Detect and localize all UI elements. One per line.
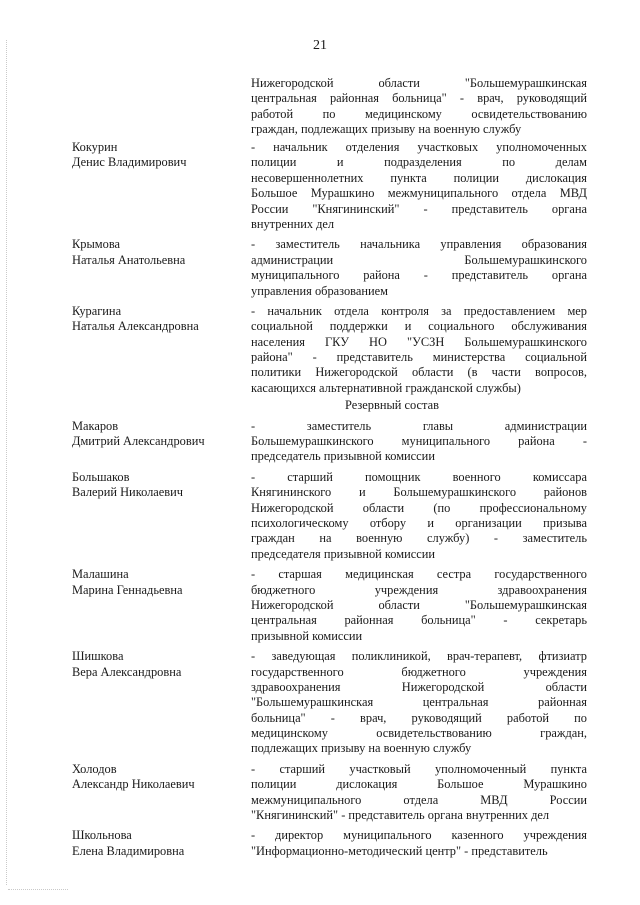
- intro-line: центральная районная больница" - врач, руководящий: [251, 91, 587, 106]
- member-surname: Кокурин: [72, 140, 118, 154]
- member-given-names: Марина Геннадьевна: [72, 582, 183, 597]
- member-entry: [72, 140, 592, 232]
- member-role: [251, 237, 587, 299]
- role-line: - заведующая поликлиникой, врач-терапевт, фтизиатр: [251, 649, 587, 664]
- role-line: медицинскому освидетельствованию граждан,: [251, 726, 587, 741]
- member-name: [72, 762, 251, 824]
- member-entry: [72, 237, 592, 299]
- member-given-names: Наталья Анатольевна: [72, 252, 186, 267]
- role-line: полиции дислокация Большое Мурашкино: [251, 777, 587, 792]
- member-entry: [72, 762, 592, 824]
- member-name: [72, 304, 251, 396]
- role-line: - директор муниципального казенного учреждения: [251, 828, 587, 843]
- intro-line: Нижегородской области "Большемурашкинская: [251, 76, 587, 90]
- intro-line: граждан, подлежащих призыву на военную службу: [251, 122, 522, 137]
- member-name: [72, 237, 251, 299]
- scan-edge-dots: [6, 40, 8, 885]
- member-entry: [72, 567, 592, 644]
- role-line: России "Княгининский" - представитель органа: [251, 201, 587, 216]
- member-role: [251, 140, 587, 232]
- page-number: 21: [313, 38, 327, 53]
- role-line: района" - представитель министерства социальной: [251, 350, 587, 365]
- role-line: - начальник отделения участковых уполномоченных: [251, 140, 587, 154]
- member-given-names: Дмитрий Александрович: [72, 434, 205, 449]
- role-line: - заместитель начальника управления образования: [251, 237, 587, 252]
- member-entry: [72, 419, 592, 465]
- member-name: [72, 828, 251, 859]
- member-given-names: Вера Александровна: [72, 664, 182, 679]
- member-surname: Малашина: [72, 567, 129, 582]
- role-line: "Княгининский" - представитель органа внутренних дел: [251, 808, 550, 823]
- role-line: Нижегородской области (по профессиональному: [251, 500, 587, 515]
- role-line: бюджетного учреждения здравоохранения: [251, 582, 587, 597]
- member-surname: Большаков: [72, 469, 130, 484]
- reserve-section-header: Резервный состав: [345, 398, 439, 413]
- role-line: государственного бюджетного учреждения: [251, 664, 587, 679]
- member-entry: [72, 828, 592, 859]
- commission-members: [72, 140, 592, 864]
- member-surname: Шишкова: [72, 649, 124, 664]
- member-surname: Макаров: [72, 418, 119, 433]
- role-line: - старший участковый уполномоченный пункта: [251, 761, 587, 776]
- role-line: "Большемурашкинская центральная районная: [251, 695, 587, 710]
- intro-continuation: [251, 76, 587, 138]
- role-line: председателя призывной комиссии: [251, 546, 435, 561]
- role-line: касающихся альтернативной гражданской службы): [251, 380, 521, 395]
- member-role: [251, 828, 587, 859]
- member-role: [251, 470, 587, 562]
- role-line: граждан на военную службу) - заместитель: [251, 531, 587, 546]
- member-name: [72, 419, 251, 465]
- role-line: внутренних дел: [251, 216, 335, 231]
- role-line: "Информационно-методический центр" - представитель: [251, 843, 548, 858]
- role-line: психологическому отбору и организации призыва: [251, 516, 587, 530]
- role-line: несовершеннолетних пункта полиции дислокация: [251, 170, 587, 185]
- role-line: Большое Мурашкино межмуниципального отдела МВД: [251, 186, 587, 201]
- role-line: Княгининского и Большемурашкинского районов: [251, 485, 587, 500]
- member-given-names: Денис Владимирович: [72, 155, 187, 170]
- role-line: Нижегородской области "Большемурашкинская: [251, 597, 587, 612]
- member-name: [72, 140, 251, 232]
- role-line: Большемурашкинского муниципального района -: [251, 434, 587, 449]
- role-line: - заместитель главы администрации: [251, 418, 587, 433]
- role-line: - начальник отдела контроля за предоставлением мер: [251, 303, 587, 318]
- role-line: полиции и подразделения по делам: [251, 155, 587, 170]
- member-role: [251, 304, 587, 396]
- member-surname: Холодов: [72, 761, 117, 776]
- member-name: [72, 567, 251, 644]
- member-role: [251, 649, 587, 757]
- member-entry: [72, 470, 592, 562]
- role-line: - старший помощник военного комиссара: [251, 469, 587, 484]
- role-line: управления образованием: [251, 283, 388, 298]
- role-line: администрации Большемурашкинского: [251, 252, 587, 267]
- scan-bottom-dots: [8, 889, 68, 891]
- role-line: подлежащих призыву на военную службу: [251, 741, 472, 756]
- member-role: [251, 567, 587, 644]
- member-surname: Крымова: [72, 237, 121, 252]
- member-entry: [72, 649, 592, 757]
- intro-line: работой по медицинскому освидетельствованию: [251, 106, 587, 121]
- role-line: политики Нижегородской области (в части вопросов,: [251, 365, 587, 380]
- member-surname: Школьнова: [72, 828, 132, 843]
- role-line: председатель призывной комиссии: [251, 449, 435, 464]
- role-line: здравоохранения Нижегородской области: [251, 679, 587, 694]
- member-name: [72, 649, 251, 757]
- member-given-names: Валерий Николаевич: [72, 485, 184, 500]
- role-line: социальной поддержки и социального обслуживания: [251, 319, 587, 334]
- role-line: муниципального района - представитель органа: [251, 268, 587, 283]
- member-given-names: Александр Николаевич: [72, 777, 195, 792]
- member-given-names: Наталья Александровна: [72, 319, 199, 334]
- role-line: - старшая медицинская сестра государственного: [251, 567, 587, 582]
- role-line: больница" - врач, руководящий работой по: [251, 710, 587, 725]
- role-line: населения ГКУ НО "УСЗН Большемурашкинского: [251, 334, 587, 349]
- member-surname: Курагина: [72, 303, 122, 318]
- role-line: центральная районная больница" - секретарь: [251, 613, 587, 628]
- member-given-names: Елена Владимировна: [72, 843, 185, 858]
- member-role: [251, 762, 587, 824]
- member-name: [72, 470, 251, 562]
- role-line: призывной комиссии: [251, 628, 363, 643]
- member-role: [251, 419, 587, 465]
- role-line: межмуниципального отдела МВД России: [251, 792, 587, 807]
- member-entry: [72, 304, 592, 396]
